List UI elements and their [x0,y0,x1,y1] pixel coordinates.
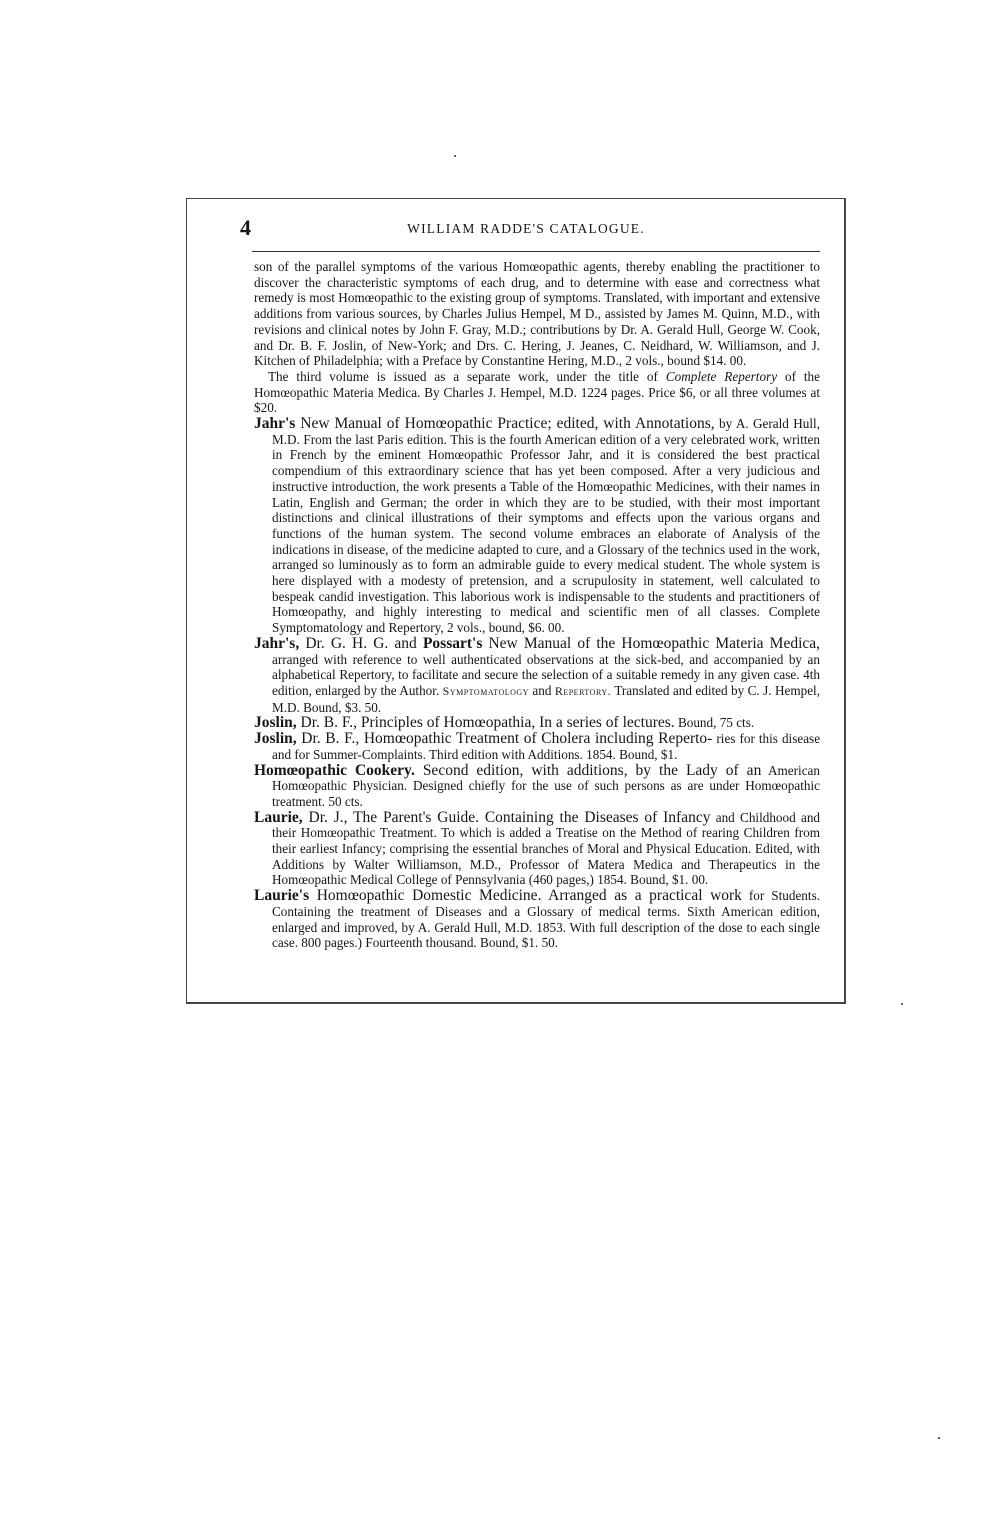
catalogue-entry [254,715,820,731]
entry-description: by A. Gerald Hull, M.D. From the last Paris edition. This is the fourth American edition of a very celebrated work, written in French by the eminent Homœopathic Professor Jahr, and it is considered the best practical compendium of this extraordinary science that has yet been composed. After a very judicious and instructive introduction, the work presents a Table of the Homœopathic Medicines, with their names in Latin, English and German; the order in which they are to be studied, with their most important distinctions and clinical illustrations of their symptoms and effects upon the various organs and functions of the human system. The second volume embraces an elaborate of Analysis of the indications in disease, of the medicine adapted to cure, and a Glossary of the technics used in the work, arranged so luminously as to form an admirable guide to every medical student. The whole system is here displayed with a modesty of pretension, and a scrupulosity in statement, well calculated to bespeak candid investigation. This laborious work is indispensable to the students and practitioners of Homœopathy, and highly interesting to medical and scientific men of all classes. Complete Symptomatology and Repertory, 2 vols., bound, $6. 00. [272,416,820,636]
running-head [230,216,822,244]
third-volume-note [254,369,820,416]
continuation-paragraph: son of the parallel symptoms of the various Homœopathic agents, thereby enabling the practitioner to discover the characteristic symptoms of each drug, and to determine with ease and correctness what remedy is most Homœopathic to the existing group of symptoms. Translated, with important and extensive additions from various sources, by Charles Julius Hempel, M D., assisted by James M. Quinn, M.D., with revisions and clinical notes by John F. Gray, M.D.; contributions by Dr. A. Gerald Hull, George W. Cook, and Dr. B. F. Joslin, of New-York; and Drs. C. Hering, J. Jeanes, C. Neidhard, W. Williamson, and J. Kitchen of Philadelphia; with a Preface by Constantine Hering, M.D., 2 vols., bound $14. 00. [254,259,820,369]
header-rule [252,251,820,252]
entry-title: Principles of Homœopathia, In a series of lectures. [360,714,675,732]
entry-author: Laurie, [254,808,303,826]
third-volume-text: The third volume is issued as a separate work, under the title of [268,368,658,384]
entry-description: ries for this disease and for Summer-Complaints. Third edition with Additions. 1854. Bound, $1. [272,731,821,762]
entry-description: Bound, 75 cts. [677,715,755,731]
catalogue-body [254,259,820,951]
ink-speck [454,155,456,157]
entry-description: American Homœopathic Physician. Designed chiefly for the use of such persons as are under Homœopathic treatment. 50 cts. [272,762,821,809]
entry-author: Homœopathic Cookery. [254,761,415,779]
entry-description: for Students. Containing the treatment of Diseases and a Glossary of medical terms. Sixth American edition, enlarged and improved, by A. Gerald Hull, M.D. 1853. With full description of the dose to each single case. 800 pages.) Fourteenth thousand. Bound, $1. 50. [272,888,820,951]
entry-author: Laurie's [254,887,310,905]
entry-title: New Manual of the Homœopathic Materia Medica, [488,634,821,652]
entry-author-initials: Dr. G. H. G. [305,634,389,652]
catalogue-title: WILLIAM RADDE'S CATALOGUE. [407,221,645,236]
entry-title: The Parent's Guide. Containing the Diseases of Infancy [353,808,711,826]
entry-author: Jahr's, [254,634,300,652]
third-volume-details: of the Homœopathic Materia Medica. By Charles J. Hempel, M.D. 1224 pages. Price $6, or all three volumes at $20. [254,368,821,416]
entry-author-initials: Dr. J., [308,808,348,826]
entry-joiner: and [394,634,417,652]
entry-title: Homœopathic Domestic Medicine. Arranged as a practical work [316,887,742,905]
catalogue-entry [254,636,820,716]
entry-author: Joslin, [254,714,297,732]
entry-author-initials: Dr. B. F., [300,714,357,732]
entry-symptomatology: Symptomatology [442,683,529,698]
entry-author: Jahr's [254,415,296,433]
entry-description-end: Translated and edited by C. J. Hempel, M.D. Bound, $3. 50. [272,682,821,715]
entry-author-initials: Dr. B. F., [301,730,360,748]
ink-speck [938,1437,940,1439]
entry-author: Joslin, [254,730,297,748]
entry-title: Homœopathic Treatment of Cholera including Reperto- [363,730,713,748]
catalogue-entry [254,763,820,810]
entry-coauthor: Possart's [422,634,483,652]
catalogue-entry [254,731,820,762]
entry-title: Second edition, with additions, by the Lady of an [422,761,762,779]
entry-description: and Childhood and their Homœopathic Treatment. To which is added a Treatise on the Method of rearing Children from their earliest Infancy; comprising the essential branches of Moral and Physical Education. Edited, with Additions by Walter Williamson, M.D., Professor of Matera Medica and Therapeutics in the Homœopathic Medical College of Pennsylvania (460 pages,) 1854. Bound, $1. 00. [272,809,821,888]
third-volume-title: Complete Repertory [665,368,778,384]
ink-speck [901,1003,903,1005]
entry-title: New Manual of Homœopathic Practice; edited, with Annotations, [300,415,715,433]
page-number: 4 [240,215,251,240]
catalogue-entry [254,810,820,889]
entry-repertory: Repertory. [554,683,612,698]
entry-and: and [532,682,552,698]
entry-description: arranged with reference to well authenticated observations at the sick-bed, and accompanied by an alphabetical Repertory, to facilitate and secure the selection of a suitable remedy in any given case. 4th edition, enlarged by the Author. [272,651,820,698]
catalogue-entry [254,888,820,951]
catalogue-entry [254,416,820,636]
